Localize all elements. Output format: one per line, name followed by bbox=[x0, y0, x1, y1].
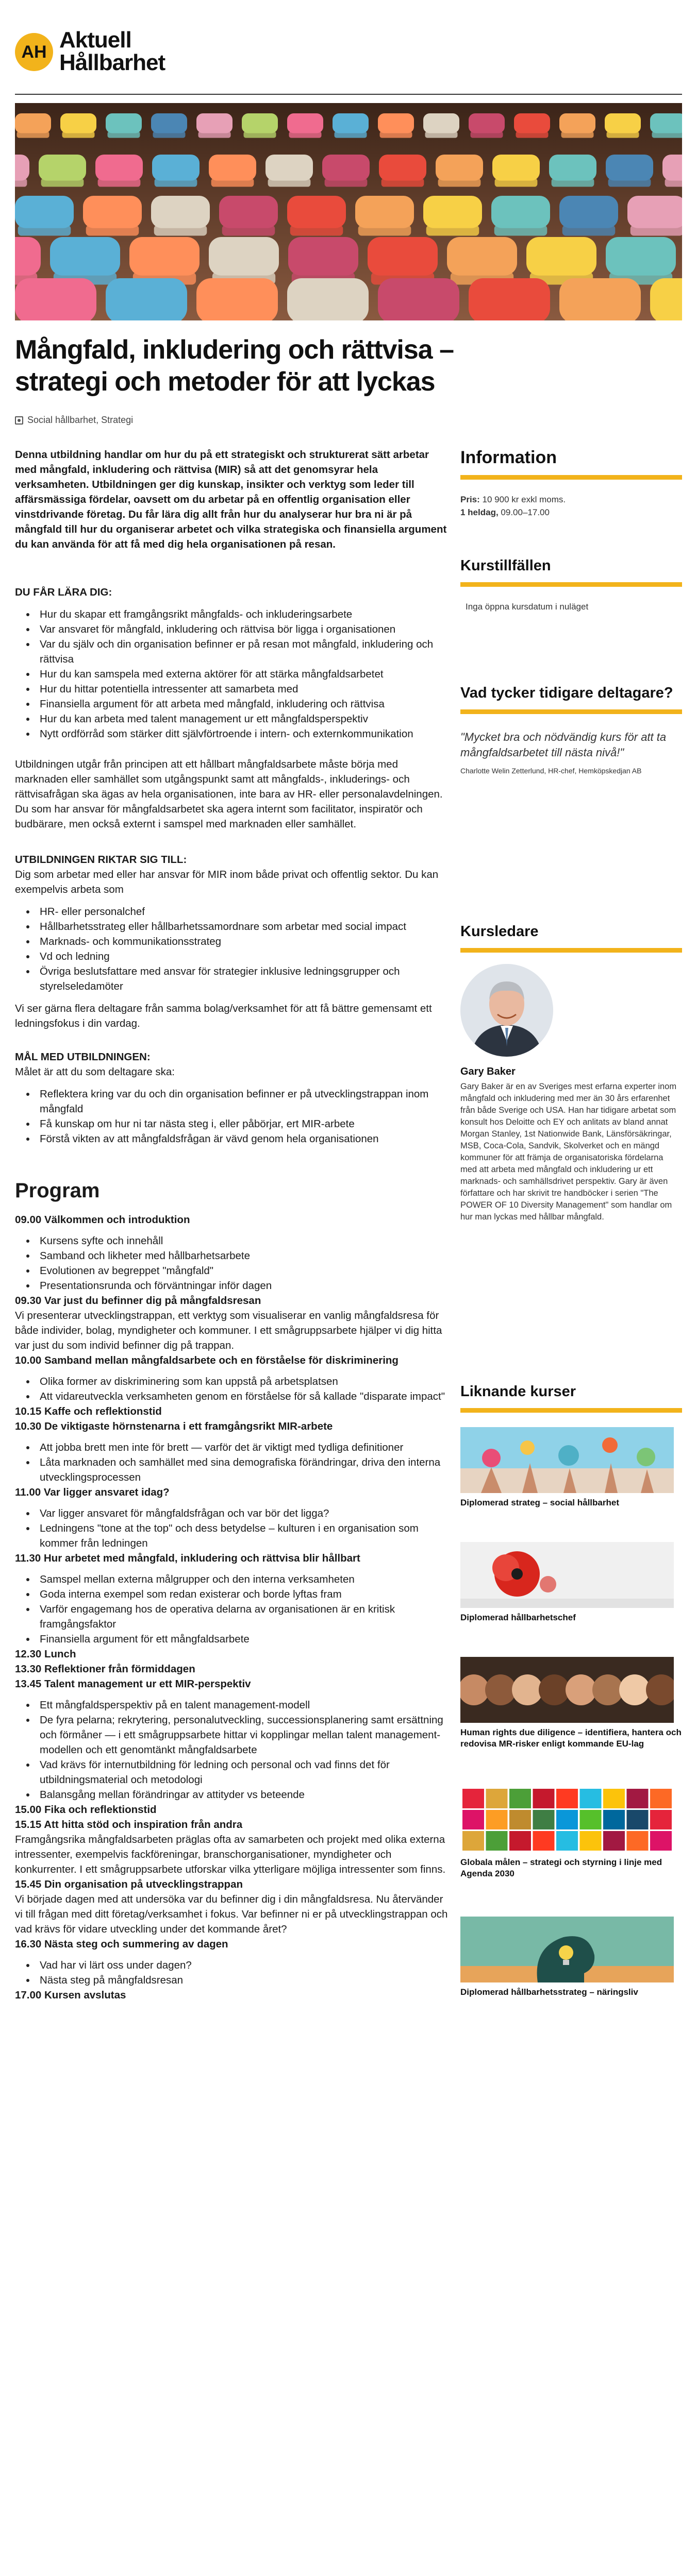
chair-shape bbox=[287, 196, 346, 228]
chair-shape bbox=[438, 178, 481, 187]
chair-shape bbox=[355, 196, 414, 228]
list-item: Nästa steg på mångfaldsresan bbox=[15, 1973, 448, 1988]
chair-shape bbox=[378, 113, 414, 133]
chair-shape bbox=[98, 178, 141, 187]
list-item: Vd och ledning bbox=[15, 949, 448, 964]
list-item: Förstå vikten av att mångfaldsfrågan är vävd genom hela organisationen bbox=[15, 1131, 448, 1146]
chair-shape bbox=[15, 196, 74, 228]
goal-list bbox=[15, 1087, 448, 1146]
program-session-text: Vi började dagen med att undersöka var du befinner dig i din mångfaldsresa. Nu återvänder vi till frågan med ditt företag/verksamhet i fokus. Var befinner ni er på utvecklingstrappan och vad krävs för vidare utveckling under det kommande året? bbox=[15, 1893, 448, 1935]
chair-shape bbox=[552, 178, 594, 187]
goal-text: Målet är att du som deltagare ska: bbox=[15, 1066, 175, 1078]
related-course-5[interactable] bbox=[460, 1917, 682, 1998]
course-image[interactable] bbox=[460, 1787, 674, 1853]
chair-shape bbox=[198, 131, 231, 138]
related-title: Liknande kurser bbox=[460, 1383, 576, 1400]
chair-shape bbox=[469, 113, 505, 133]
sdg-tile bbox=[603, 1789, 625, 1808]
chair-shape bbox=[15, 278, 96, 320]
chair-shape bbox=[608, 178, 651, 187]
program-session-heading: 11.30 Hur arbetet med mångfald, inkludering och rättvisa blir hållbart bbox=[15, 1552, 360, 1564]
avatar bbox=[460, 964, 553, 1057]
chair-shape bbox=[358, 225, 411, 236]
chair-shape bbox=[426, 225, 479, 236]
page-title: Mångfald, inkludering och rättvisa – strategi och metoder för att lyckas bbox=[15, 335, 454, 397]
course-title[interactable]: Diplomerad hållbarhetschef bbox=[460, 1613, 576, 1622]
chair-shape bbox=[15, 237, 41, 276]
chair-shape bbox=[83, 196, 142, 228]
chair-shape bbox=[652, 131, 683, 138]
list-item: Samband och likheter med hållbarhetsarbete bbox=[15, 1248, 448, 1263]
chair-shape bbox=[19, 319, 92, 320]
list-item: Hållbarhetsstrateg eller hållbarhetssamordnare som arbetar med social impact bbox=[15, 919, 448, 934]
program-session-heading: 12.30 Lunch bbox=[15, 1648, 76, 1660]
occasions-title: Kurstillfällen bbox=[460, 557, 551, 574]
chair-shape bbox=[322, 155, 370, 181]
list-item: Var du själv och din organisation befinner er på resan mot mångfald, inkludering och rättvisa bbox=[15, 637, 448, 667]
chair-shape bbox=[423, 113, 459, 133]
site-logo[interactable] bbox=[59, 29, 165, 74]
list-item: Marknads- och kommunikationsstrateg bbox=[15, 934, 448, 949]
chair-shape bbox=[495, 178, 538, 187]
chair-shape bbox=[561, 131, 594, 138]
site-header bbox=[15, 15, 682, 94]
sdg-tile bbox=[462, 1831, 484, 1851]
logo-icon[interactable]: AH bbox=[15, 33, 53, 71]
sdg-tile bbox=[533, 1789, 555, 1808]
logo-line-2: Hållbarhet bbox=[59, 50, 165, 75]
sdg-tile bbox=[650, 1810, 672, 1829]
sdg-tile bbox=[580, 1810, 602, 1829]
chair-shape bbox=[381, 178, 424, 187]
list-item: Finansiella argument för ett mångfaldsarbete bbox=[15, 1632, 448, 1647]
testimonial-author: Charlotte Welin Zetterlund, HR-chef, Hemköpskedjan AB bbox=[460, 767, 642, 775]
chair-shape bbox=[650, 113, 682, 133]
list-item: Få kunskap om hur ni tar nästa steg i, eller påbörjar, ert MIR-arbete bbox=[15, 1116, 448, 1131]
program-session-list bbox=[15, 1572, 448, 1647]
program-session-heading: 13.30 Reflektioner från förmiddagen bbox=[15, 1663, 195, 1675]
chair-shape bbox=[106, 278, 187, 320]
chair-shape bbox=[268, 178, 311, 187]
target-heading: UTBILDNINGEN RIKTAR SIG TILL: bbox=[15, 854, 187, 866]
program-session-list bbox=[15, 1374, 448, 1404]
chair-shape bbox=[18, 225, 71, 236]
chair-shape bbox=[662, 155, 682, 181]
occasions-panel bbox=[460, 556, 682, 613]
chair-shape bbox=[60, 113, 96, 133]
chair-shape bbox=[606, 237, 676, 276]
chair-shape bbox=[436, 155, 483, 181]
course-title[interactable]: Diplomerad strateg – social hållbarhet bbox=[460, 1498, 619, 1507]
course-title[interactable]: Globala målen – strategi och styrning i linje med Agenda 2030 bbox=[460, 1857, 662, 1878]
sdg-tile bbox=[462, 1789, 484, 1808]
chair-shape bbox=[201, 319, 274, 320]
learn-heading: DU FÅR LÄRA DIG: bbox=[15, 586, 112, 598]
chair-shape bbox=[151, 196, 210, 228]
chair-shape bbox=[563, 319, 637, 320]
sdg-tile bbox=[556, 1789, 578, 1808]
chair-shape bbox=[62, 131, 95, 138]
program-session-heading: 10.00 Samband mellan mångfaldsarbete och en förståelse för diskriminering bbox=[15, 1354, 399, 1366]
course-image[interactable] bbox=[460, 1657, 674, 1723]
sdg-tile bbox=[486, 1831, 508, 1851]
list-item: Varför engagemang hos de operativa delarna av organisationen är en kritisk framgångsfaktor bbox=[15, 1602, 448, 1632]
list-item: Hur du skapar ett framgångsrikt mångfalds- och inkluderingsarbete bbox=[15, 607, 448, 622]
face-shape bbox=[619, 1674, 650, 1705]
list-item: Finansiella argument för att arbeta med mångfald, inkludering och rättvisa bbox=[15, 697, 448, 711]
chair-shape bbox=[222, 225, 275, 236]
chair-shape bbox=[325, 178, 368, 187]
occasions-text: Inga öppna kursdatum i nuläget bbox=[466, 602, 589, 612]
testimonial-panel bbox=[460, 684, 682, 776]
main-content bbox=[15, 447, 448, 2003]
person-icon bbox=[460, 964, 553, 1057]
chair-shape bbox=[86, 225, 139, 236]
learn-list bbox=[15, 607, 448, 741]
bulb-head-image bbox=[460, 1917, 674, 1982]
chair-shape bbox=[494, 225, 547, 236]
chair-shape bbox=[110, 319, 183, 320]
sdg-tile bbox=[533, 1831, 555, 1851]
related-panel bbox=[460, 1382, 682, 1413]
sdg-tile bbox=[486, 1789, 508, 1808]
leader-bio: Gary Baker är en av Sveriges mest erfarna experter inom mångfald och inkludering med mer än 30 års erfarenhet från både Sverige och USA. Han har tidigare arbetat som konsult hos Deloitte och EY och anlitats av bland annat Morgan Stanley, 1st Nationwide Bank, Länsförsäkringar, MSB, Coca-Cola, Sandvik, Skolverket och en mängd kommuner för att främja de organisatoriska fördelarna med att arbeta med mångfald och inkludering ur ett marknads- och samhällsdrivet perspektiv. Gary är även författare och har skrivit tre handböcker i serien "The POWER OF 10 Diversity Management" som handlar om hur man lyckas med hållbar mångfald. bbox=[460, 1082, 677, 1222]
program-session-heading: 15.15 Att hitta stöd och inspiration från andra bbox=[15, 1819, 243, 1831]
category-row bbox=[15, 415, 133, 426]
team-text: Vi ser gärna flera deltagare från samma bolag/verksamhet för att få bättre gemensamt ett ledningsfokus i din vardag. bbox=[15, 1003, 432, 1029]
chair-shape bbox=[15, 155, 29, 181]
chair-shape bbox=[607, 131, 639, 138]
hands-image bbox=[460, 1427, 674, 1493]
list-item: Vad krävs för internutbildning för ledning och personal och vad finns det för utbildningsmaterial och metodologi bbox=[15, 1757, 448, 1787]
chair-shape bbox=[559, 196, 618, 228]
chair-shape bbox=[469, 278, 550, 320]
sdg-tile bbox=[650, 1831, 672, 1851]
chair-shape bbox=[244, 131, 276, 138]
chair-shape bbox=[289, 131, 322, 138]
face-shape bbox=[566, 1674, 596, 1705]
chair-shape bbox=[492, 155, 540, 181]
chair-shape bbox=[129, 237, 200, 276]
program-session-text: Framgångsrika mångfaldsarbeten präglas ofta av samarbeten och projekt med olika externa intressenter, exempelvis fackföreningar, branschorganisationer, myndigheter och konkurrenter. I ett smågruppsarbete utforskar vilka ytterligare möjliga intressenter som finns. bbox=[15, 1834, 446, 1875]
sdg-tile bbox=[580, 1789, 602, 1808]
sdg-tile bbox=[627, 1810, 649, 1829]
chair-shape bbox=[155, 178, 197, 187]
list-item: Ett mångfaldsperspektiv på en talent management-modell bbox=[15, 1698, 448, 1713]
chair-shape bbox=[606, 155, 653, 181]
list-item: Evolutionen av begreppet "mångfald" bbox=[15, 1263, 448, 1278]
program-session-text: Vi presenterar utvecklingstrappan, ett verktyg som visualiserar en vanlig mångfaldsresa för både individer, bolag, myndigheter och kommuner. I ett smågruppsarbete hjälper vi dig hitta var just du som individ befinner dig på trappan. bbox=[15, 1310, 442, 1351]
list-item: Reflektera kring var du och din organisation befinner er på utvecklingstrappan inom mångfald bbox=[15, 1087, 448, 1116]
list-item: Nytt ordförråd som stärker ditt självförtroende i intern- och externkommunikation bbox=[15, 726, 448, 741]
program-session-list bbox=[15, 1506, 448, 1551]
chair-shape bbox=[630, 225, 682, 236]
yellow-bar bbox=[460, 709, 682, 714]
list-item: Samspel mellan externa målgrupper och den interna verksamheten bbox=[15, 1572, 448, 1587]
chair-shape bbox=[196, 113, 233, 133]
chair-shape bbox=[211, 178, 254, 187]
chair-shape bbox=[473, 319, 546, 320]
sdg-tile bbox=[509, 1789, 531, 1808]
poppy-image bbox=[460, 1542, 674, 1608]
chair-shape bbox=[106, 113, 142, 133]
program-title: Program bbox=[15, 1179, 100, 1202]
chair-shape bbox=[196, 278, 278, 320]
chair-shape bbox=[95, 155, 143, 181]
target-text: Dig som arbetar med eller har ansvar för MIR inom både privat och offentlig sektor. Du kan exempelvis arbeta som bbox=[15, 869, 439, 895]
chair-shape bbox=[153, 131, 186, 138]
duration-row: 1 heldag, 09.00–17.00 bbox=[460, 507, 550, 517]
chair-shape bbox=[559, 278, 641, 320]
price-value: 10 900 kr exkl moms. bbox=[482, 495, 566, 504]
program-session-list bbox=[15, 1958, 448, 1988]
list-item: Goda interna exempel som redan existerar och borde lyftas fram bbox=[15, 1587, 448, 1602]
chair-shape bbox=[562, 225, 616, 236]
category-links[interactable]: Social hållbarhet, Strategi bbox=[27, 415, 134, 425]
chair-shape bbox=[627, 196, 682, 228]
chair-shape bbox=[209, 237, 279, 276]
chair-shape bbox=[447, 237, 517, 276]
program-session-list bbox=[15, 1233, 448, 1293]
chair-shape bbox=[209, 155, 256, 181]
face-shape bbox=[485, 1674, 516, 1705]
list-item: Kursens syfte och innehåll bbox=[15, 1233, 448, 1248]
target-list bbox=[15, 904, 448, 994]
chair-shape bbox=[559, 113, 595, 133]
chair-shape bbox=[17, 131, 49, 138]
chair-shape bbox=[39, 155, 86, 181]
chair-shape bbox=[335, 131, 367, 138]
testimonial-title: Vad tycker tidigare deltagare? bbox=[460, 685, 673, 701]
program-session-list bbox=[15, 1440, 448, 1485]
program-session-heading: 09.00 Välkommen och introduktion bbox=[15, 1214, 190, 1226]
chair-shape bbox=[650, 278, 682, 320]
program-session-heading: 09.30 Var just du befinner dig på mångfaldsresan bbox=[15, 1295, 261, 1307]
sdg-tile bbox=[509, 1810, 531, 1829]
list-item: Balansgång mellan förändringar av attityder vs beteende bbox=[15, 1787, 448, 1802]
program-list bbox=[15, 1212, 448, 2003]
sdg-tile bbox=[556, 1810, 578, 1829]
chair-shape bbox=[219, 196, 278, 228]
goal-heading: MÅL MED UTBILDNINGEN: bbox=[15, 1051, 151, 1063]
chair-shape bbox=[291, 319, 364, 320]
chair-shape bbox=[50, 237, 120, 276]
chair-shape bbox=[15, 178, 27, 187]
chair-shape bbox=[15, 113, 51, 133]
related-course-2[interactable] bbox=[460, 1542, 682, 1623]
program-session-heading: 10.30 De viktigaste hörnstenarna i ett framgångsrikt MIR-arbete bbox=[15, 1420, 333, 1432]
chair-shape bbox=[425, 131, 458, 138]
yellow-bar bbox=[460, 1408, 682, 1413]
chair-shape bbox=[368, 237, 438, 276]
program-session-list bbox=[15, 1698, 448, 1802]
course-image[interactable] bbox=[460, 1917, 674, 1982]
yellow-bar bbox=[460, 582, 682, 587]
chair-shape bbox=[379, 155, 426, 181]
list-item: Låta marknaden och samhället med sina demografiska förändringar, driva den interna utvecklingsprocessen bbox=[15, 1455, 448, 1485]
chair-shape bbox=[287, 113, 323, 133]
leader-panel bbox=[460, 922, 682, 1223]
sdg-tile bbox=[603, 1831, 625, 1851]
face-shape bbox=[512, 1674, 543, 1705]
list-item: Hur du kan samspela med externa aktörer för att stärka mångfaldsarbetet bbox=[15, 667, 448, 682]
sdg-tile bbox=[650, 1789, 672, 1808]
chair-shape bbox=[151, 113, 187, 133]
sdg-tile bbox=[603, 1810, 625, 1829]
chair-shape bbox=[471, 131, 503, 138]
sdg-tile bbox=[556, 1831, 578, 1851]
chair-shape bbox=[380, 131, 412, 138]
chair-shape bbox=[333, 113, 369, 133]
face-shape bbox=[539, 1674, 570, 1705]
chair-shape bbox=[41, 178, 84, 187]
hero-image bbox=[15, 103, 682, 320]
list-item: Hur du hittar potentiella intressenter att samarbeta med bbox=[15, 682, 448, 697]
sdg-tile bbox=[462, 1810, 484, 1829]
chair-shape bbox=[605, 113, 641, 133]
list-item: Att vidareutveckla verksamheten genom en förståelse för så kallade "disparate impact" bbox=[15, 1389, 448, 1404]
yellow-bar bbox=[460, 475, 682, 480]
chair-shape bbox=[423, 196, 482, 228]
program-session-heading: 13.45 Talent management ur ett MIR-perspektiv bbox=[15, 1678, 251, 1690]
chair-shape bbox=[154, 225, 207, 236]
principle-paragraph: Utbildningen utgår från principen att ett hållbart mångfaldsarbete måste börja med marknaden eller samhället som utgångspunkt samt att mångfalds-, inkluderings- och rättvisafrågan ska ägas av hela organisationen, inte bara av HR- eller personalavdelningen. Du som har ansvar för mångfaldsarbetet ska agera internt som facilitator, inspiratör och budbärare, men också externt i samspel med marknaden eller samhället. bbox=[15, 758, 443, 830]
tag-icon bbox=[15, 416, 23, 425]
program-session-heading: 10.15 Kaffe och reflektionstid bbox=[15, 1405, 162, 1417]
duration-value: 09.00–17.00 bbox=[501, 507, 550, 517]
chair-shape bbox=[152, 155, 200, 181]
chair-shape bbox=[526, 237, 596, 276]
list-item: Var ligger ansvaret för mångfaldsfrågan och var bör det ligga? bbox=[15, 1506, 448, 1521]
list-item: Ledningens "tone at the top" och dess betydelse – kulturen i en organisation som kommer från ledningen bbox=[15, 1521, 448, 1551]
related-course-4[interactable] bbox=[460, 1787, 682, 1879]
chair-shape bbox=[382, 319, 455, 320]
sdg-tile bbox=[533, 1810, 555, 1829]
people-image bbox=[460, 1657, 674, 1723]
chair-shape bbox=[108, 131, 140, 138]
list-item: De fyra pelarna; rekrytering, personalutveckling, successionsplanering samt ersättning och förmåner — i ett smågruppsarbete hittar vi kopplingar mellan talent management-modellen och ett genomtänkt mångfaldsarbete bbox=[15, 1713, 448, 1757]
info-panel bbox=[460, 447, 682, 519]
chair-shape bbox=[654, 319, 682, 320]
intro-paragraph: Denna utbildning handlar om hur du på ett strategiskt och strukturerat sätt arbetar med mångfald, inkludering och rättvisa (MIR) så att det genomsyrar hela verksamheten. Utbildningen ger dig kunskap, insikter och verktyg som leder till affärsmässiga fördelar, oavsett om du arbetar på en offentlig organisation eller vinstdrivande företag. Du får lära dig allt från hur du analyserar hur bra ni är på mångfald till hur du organiserar arbetet och vilka strategiska och finansiella argument du kan använda för att få med dig hela organisationen på resan. bbox=[15, 449, 447, 550]
course-title[interactable]: Human rights due diligence – identifiera, hantera och redovisa MR-risker enligt kommande EU-lag bbox=[460, 1727, 682, 1749]
chair-shape bbox=[491, 196, 550, 228]
sdg-tile bbox=[509, 1831, 531, 1851]
list-item: Olika former av diskriminering som kan uppstå på arbetsplatsen bbox=[15, 1374, 448, 1389]
chair-shape bbox=[288, 237, 358, 276]
related-course-1[interactable] bbox=[460, 1427, 682, 1509]
sdg-tile bbox=[627, 1831, 649, 1851]
header-divider bbox=[15, 94, 682, 95]
chair-shape bbox=[242, 113, 278, 133]
course-image[interactable] bbox=[460, 1427, 674, 1493]
face-shape bbox=[592, 1674, 623, 1705]
chair-shape bbox=[290, 225, 343, 236]
list-item: Presentationsrunda och förväntningar inför dagen bbox=[15, 1278, 448, 1293]
list-item: Övriga beslutsfattare med ansvar för strategier inklusive ledningsgrupper och styrelseledamöter bbox=[15, 964, 448, 994]
program-session-heading: 17.00 Kursen avslutas bbox=[15, 1989, 126, 2001]
program-session-heading: 16.30 Nästa steg och summering av dagen bbox=[15, 1938, 228, 1950]
yellow-bar bbox=[460, 948, 682, 953]
course-image[interactable] bbox=[460, 1542, 674, 1608]
course-title[interactable]: Diplomerad hållbarhetsstrateg – näringsliv bbox=[460, 1987, 638, 1997]
chair-shape bbox=[287, 278, 369, 320]
leader-title: Kursledare bbox=[460, 923, 539, 940]
logo-line-1: Aktuell bbox=[59, 27, 131, 53]
chair-shape bbox=[514, 113, 550, 133]
chairs-photo bbox=[15, 103, 682, 320]
program-session-heading: 11.00 Var ligger ansvaret idag? bbox=[15, 1486, 170, 1498]
list-item: Hur du kan arbeta med talent management ur ett mångfaldsperspektiv bbox=[15, 711, 448, 726]
chair-shape bbox=[665, 178, 682, 187]
sdg-tile bbox=[486, 1810, 508, 1829]
sdg-grid-image bbox=[460, 1787, 674, 1853]
price-row: Pris: 10 900 kr exkl moms. bbox=[460, 495, 566, 504]
related-course-3[interactable] bbox=[460, 1657, 682, 1750]
leader-name: Gary Baker bbox=[460, 1066, 516, 1077]
chair-shape bbox=[549, 155, 596, 181]
sdg-tile bbox=[627, 1789, 649, 1808]
program-session-heading: 15.00 Fika och reflektionstid bbox=[15, 1804, 157, 1816]
chair-shape bbox=[516, 131, 549, 138]
list-item: HR- eller personalchef bbox=[15, 904, 448, 919]
list-item: Vad har vi lärt oss under dagen? bbox=[15, 1958, 448, 1973]
program-session-heading: 15.45 Din organisation på utvecklingstrappan bbox=[15, 1878, 243, 1890]
chair-shape bbox=[265, 155, 313, 181]
sdg-tile bbox=[580, 1831, 602, 1851]
list-item: Att jobba brett men inte för brett — varför det är viktigt med tydliga definitioner bbox=[15, 1440, 448, 1455]
info-title: Information bbox=[460, 448, 557, 467]
chair-shape bbox=[378, 278, 459, 320]
list-item: Var ansvaret för mångfald, inkludering och rättvisa bör ligga i organisationen bbox=[15, 622, 448, 637]
testimonial-quote: "Mycket bra och nödvändig kurs för att ta mångfaldsarbetet till nästa nivå!" bbox=[460, 731, 667, 759]
